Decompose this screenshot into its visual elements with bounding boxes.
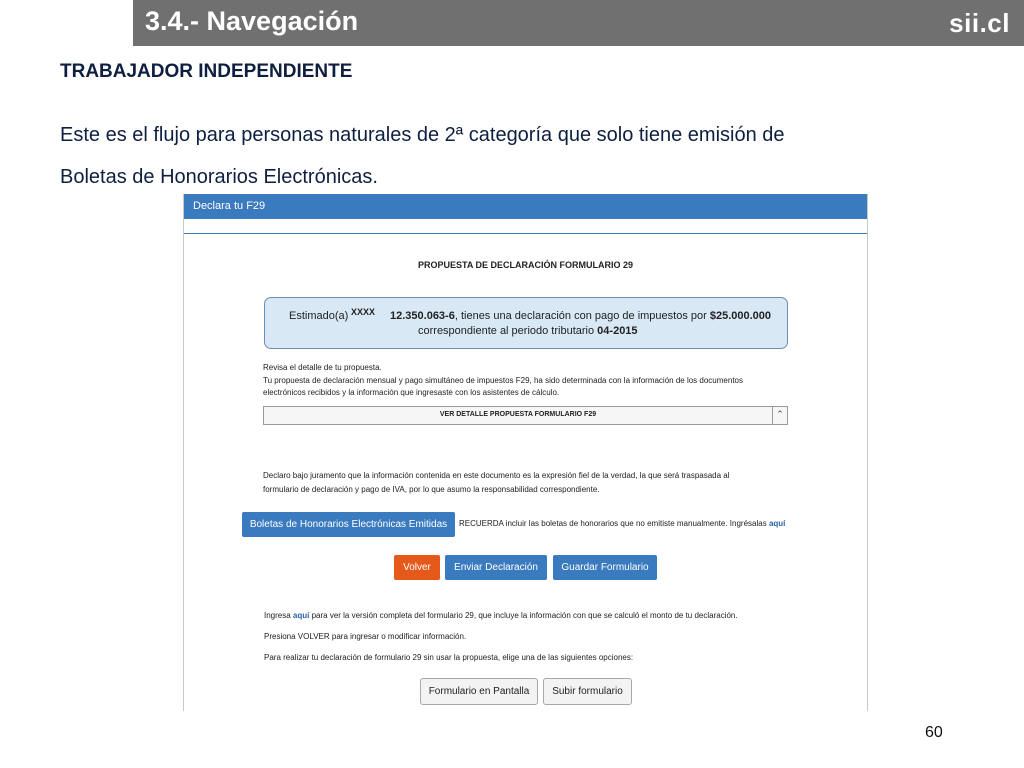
tax-period: 04-2015 [597,325,638,337]
boletas-emitidas-button[interactable]: Boletas de Honorarios Electrónicas Emitidas [242,512,455,537]
ingresa-link[interactable]: aquí [292,611,310,620]
intro-line-1: Este es el flujo para personas naturales de 2ª categoría que solo tiene emisión de [60,124,785,146]
declaration-line-1: Declaro bajo juramento que la información contenida en este documento es la expresión fiel de la verdad, la que será traspasada al [263,471,730,480]
taxpayer-name: XXXX [351,307,376,317]
realizar-note: Para realizar tu declaración de formulario 29 sin usar la propuesta, elige una de las siguientes opciones: [264,653,634,662]
recuerda-note [459,519,785,528]
enviar-declaracion-button[interactable]: Enviar Declaración [445,555,547,580]
review-line-2: Tu propuesta de declaración mensual y pago simultáneo de impuestos F29, ha sido determinada con la información de los documentos [263,376,743,385]
page-number: 60 [925,724,943,741]
ingresa-prefix: Ingresa [264,611,293,620]
ingresa-note [264,611,738,620]
brand-logo: sii.cl [949,8,1010,38]
divider [184,233,867,234]
estimate-text: , tienes una declaración con pago de impuestos por [454,310,710,322]
estimate-box [264,297,788,349]
subir-formulario-button[interactable]: Subir formulario [543,678,632,705]
slide-header [133,0,1024,46]
section-title: TRABAJADOR INDEPENDIENTE [60,61,353,82]
taxpayer-rut: 12.350.063-6 [390,310,455,322]
f29-title-bar [184,194,867,219]
slide-title: 3.4.- Navegación [145,6,359,36]
presiona-note: Presiona VOLVER para ingresar o modificar información. [264,632,467,641]
detail-accordion[interactable] [263,406,788,425]
guardar-formulario-button[interactable]: Guardar Formulario [553,555,657,580]
proposal-title: PROPUESTA DE DECLARACIÓN FORMULARIO 29 [417,260,633,270]
volver-button[interactable]: Volver [394,555,440,580]
estimate-greeting: Estimado(a) [289,310,349,322]
ingresa-rest: para ver la versión completa del formulario 29, que incluye la información con que se calculó el monto de tu declaración. [309,611,738,620]
recuerda-link[interactable]: aquí [768,519,786,528]
intro-paragraph [60,114,920,198]
detail-label: VER DETALLE PROPUESTA FORMULARIO F29 [439,411,597,418]
period-text: correspondiente al periodo tributario [418,325,598,337]
tax-amount: $25.000.000 [709,310,772,322]
estimate-line-1 [390,310,771,322]
f29-screenshot [183,194,868,711]
f29-bar-title: Declara tu F29 [193,200,266,212]
recuerda-text: RECUERDA incluir las boletas de honorarios que no emitiste manualmente. Ingrésalas [459,519,769,528]
declaration-line-2: formulario de declaración y pago de IVA, por lo que asumo la responsabilidad correspondiente. [263,485,600,494]
estimate-line-2 [418,325,638,337]
intro-line-2: Boletas de Honorarios Electrónicas. [60,166,378,188]
formulario-pantalla-button[interactable]: Formulario en Pantalla [420,678,538,705]
review-line-3: electrónicos recibidos y la información que ingresaste con los asistentes de cálculo. [263,388,560,397]
chevron-up-icon[interactable]: ⌃ [772,407,787,424]
review-line-1: Revisa el detalle de tu propuesta. [263,363,382,372]
